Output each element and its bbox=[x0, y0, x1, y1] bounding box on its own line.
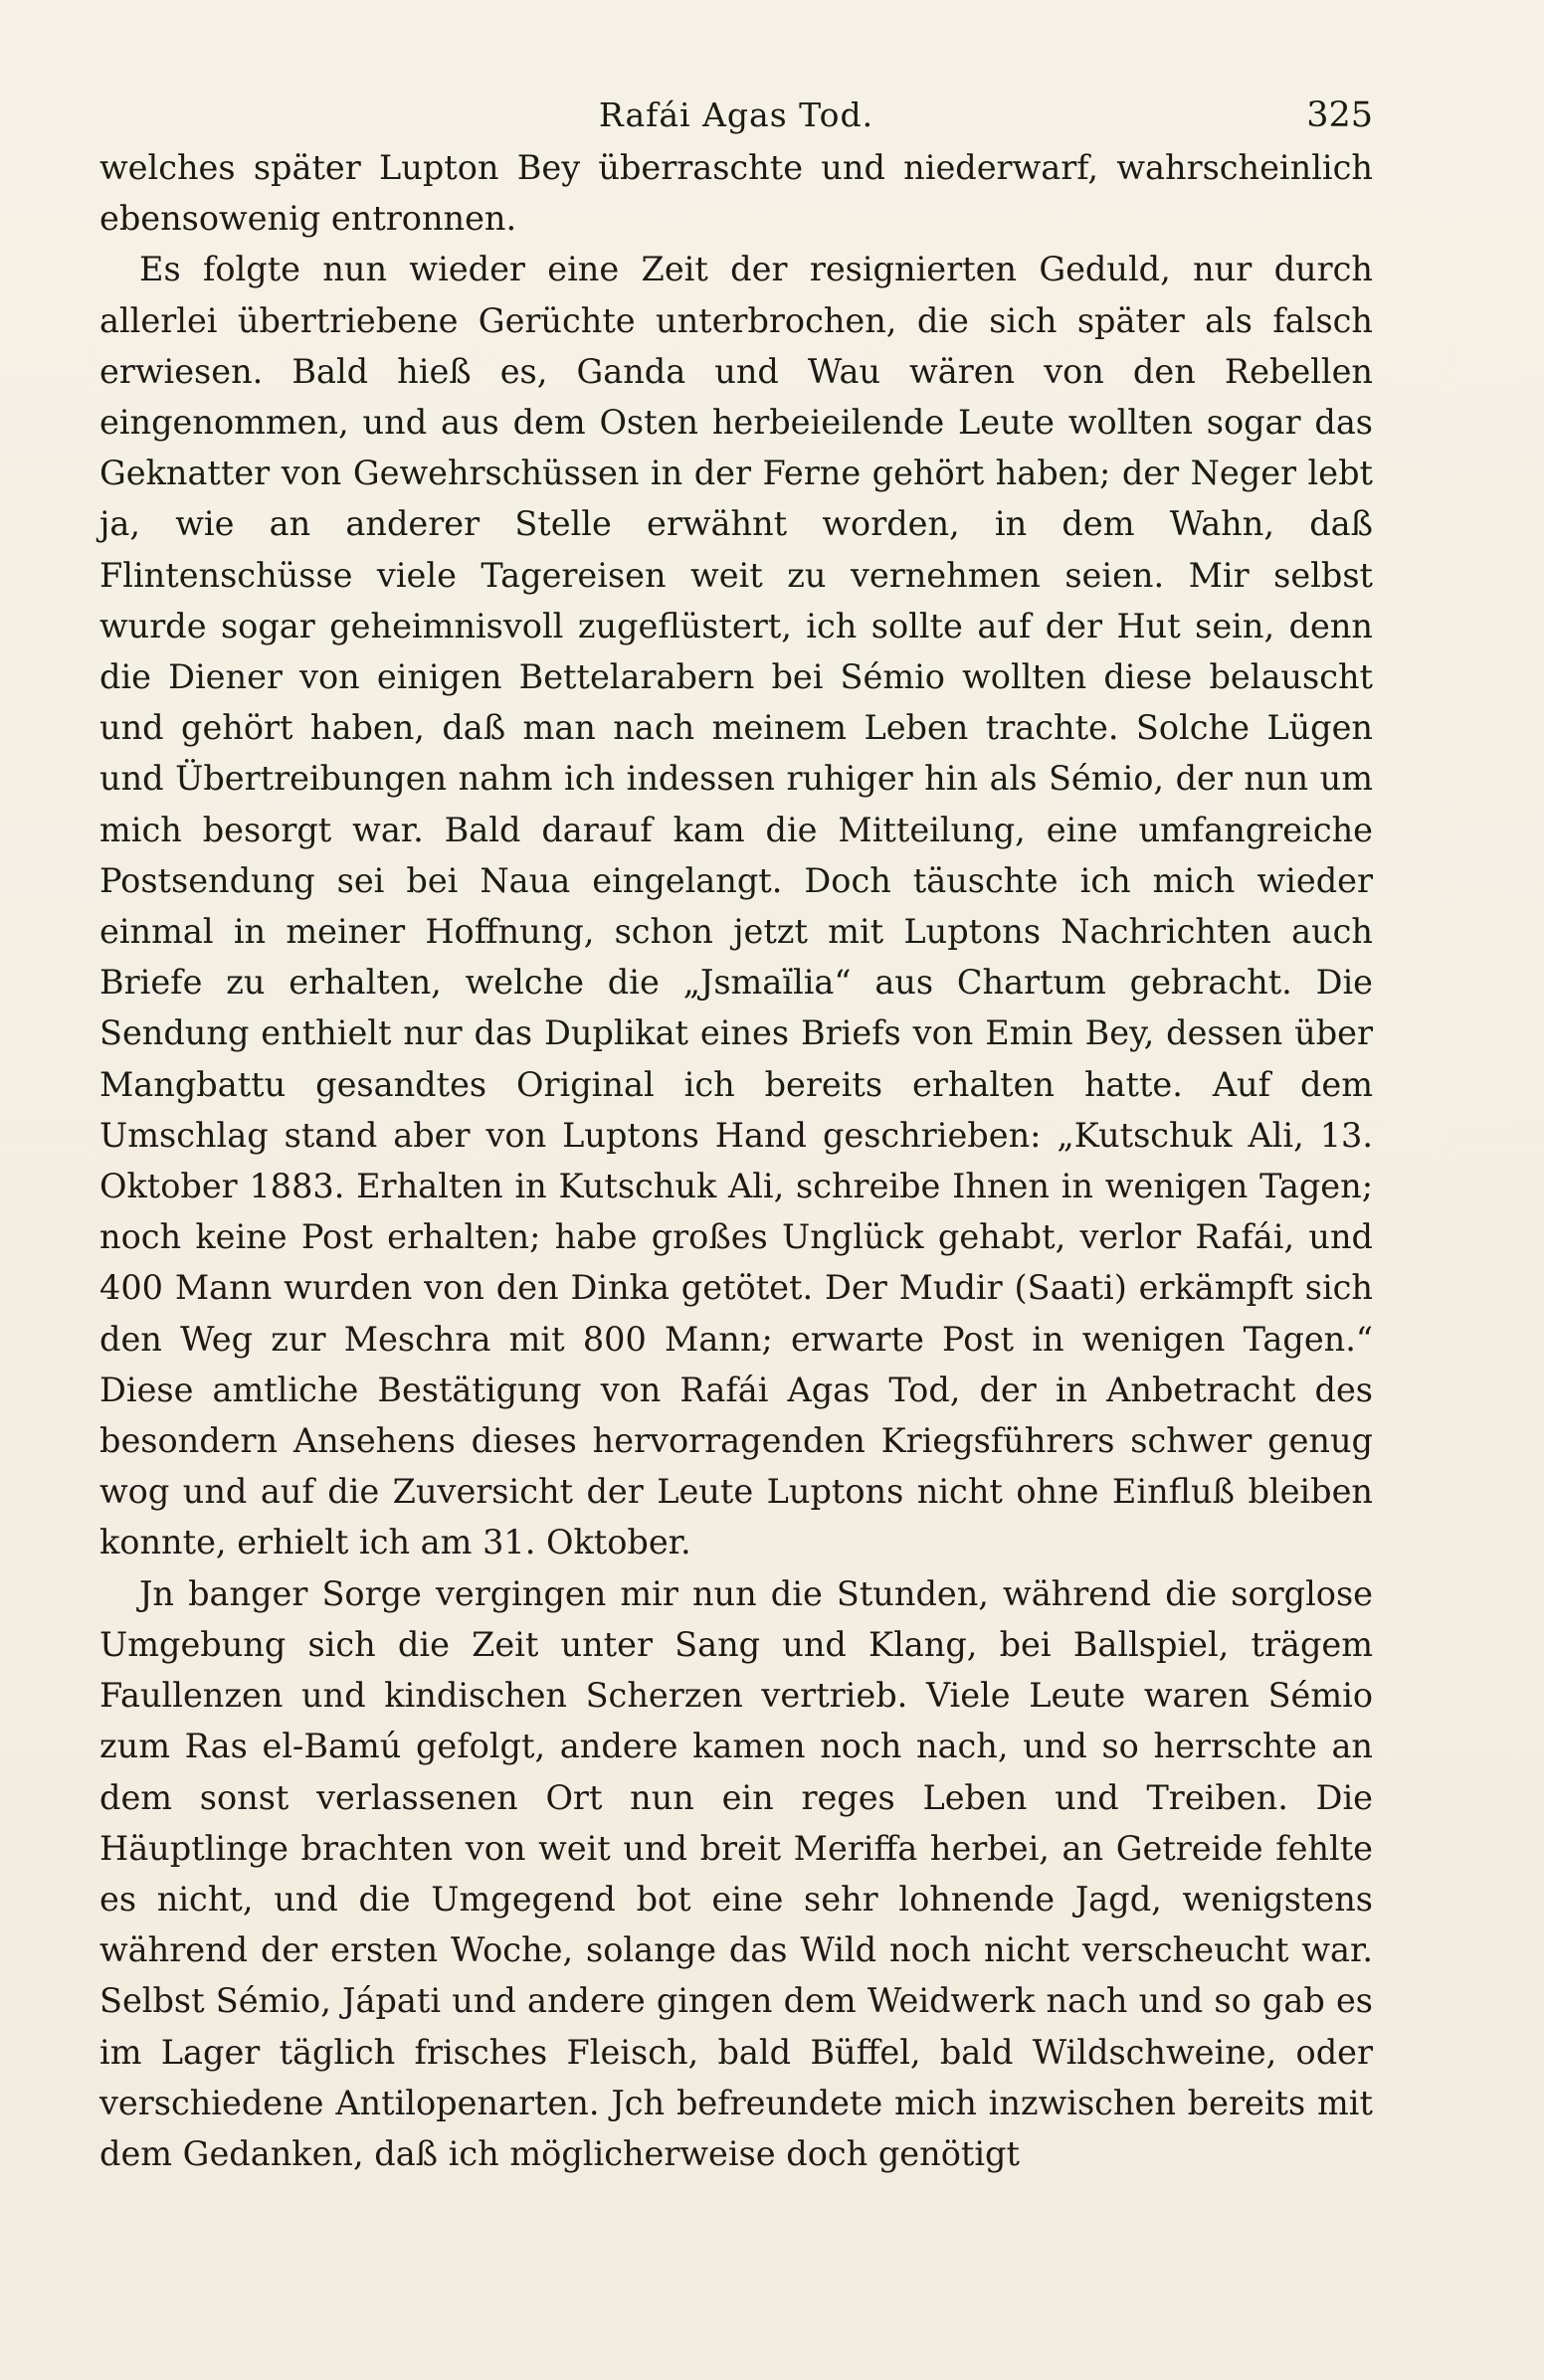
paragraph-rumors: Es folgte nun wieder eine Zeit der resignierten Geduld, nur durch allerlei übertriebene Gerüchte unterbrochen, die sich später als falsch erwiesen. Bald hieß es, Ganda und Wau wären von den Rebellen eingenommen, und aus dem Osten herbeieilende Leute wollten sogar das Geknatter von Gewehrschüssen in der Ferne gehört haben; der Neger lebt ja, wie an anderer Stelle erwähnt worden, in dem Wahn, daß Flintenschüsse viele Tagereisen weit zu vernehmen seien. Mir selbst wurde sogar geheimnisvoll zugeflüstert, ich sollte auf der Hut sein, denn die Diener von einigen Bettelarabern bei Sémio wollten diese belauscht und gehört haben, daß man nach meinem Leben trachte. Solche Lügen und Übertreibungen nahm ich indessen ruhiger hin als Sémio, der nun um mich besorgt war. Bald darauf kam die Mitteilung, eine umfangreiche Postsendung sei bei Naua eingelangt. Doch täuschte ich mich wieder einmal in meiner Hoffnung, schon jetzt mit Luptons Nachrichten auch Briefe zu erhalten, welche die „Jsmaïlia“ aus Chartum gebracht. Die Sendung enthielt nur das Duplikat eines Briefs von Emin Bey, dessen über Mangbattu gesandtes Original ich bereits erhalten hatte. Auf dem Umschlag stand aber von Luptons Hand geschrieben: „Kutschuk Ali, 13. Oktober 1883. Erhalten in Kutschuk Ali, schreibe Ihnen in wenigen Tagen; noch keine Post erhalten; habe großes Unglück gehabt, verlor Rafái, und 400 Mann wurden von den Dinka getötet. Der Mudir (Saati) erkämpft sich den Weg zur Meschra mit 800 Mann; erwarte Post in wenigen Tagen.“ Diese amtliche Bestätigung von Rafái Agas Tod, der in Anbetracht des besondern Ansehens dieses hervorragenden Kriegsführers schwer genug wog und auf die Zuversicht der Leute Luptons nicht ohne Einfluß bleiben konnte, erhielt ich am 31. Oktober. bbox=[99, 250, 1373, 1562]
paragraph-camp-life: Jn banger Sorge vergingen mir nun die Stunden, während die sorglose Umgebung sich die Zeit unter Sang und Klang, bei Ballspiel, trägem Faullenzen und kindischen Scherzen vertrieb. Viele Leute waren Sémio zum Ras el-Bamú gefolgt, andere kamen noch nach, und so herrschte an dem sonst verlassenen Ort nun ein reges Leben und Treiben. Die Häuptlinge brachten von weit und breit Meriffa herbei, an Getreide fehlte es nicht, und die Umgegend bot eine sehr lohnende Jagd, wenigstens während der ersten Woche, solange das Wild noch nicht verscheucht war. Selbst Sémio, Jápati und andere gingen dem Weidwerk nach und so gab es im Lager täglich frisches Fleisch, bald Büffel, bald Wildschweine, oder verschiedene Antilopenarten. Jch befreundete mich inzwischen bereits mit dem Gedanken, daß ich möglicherweise doch genötigt bbox=[99, 1573, 1373, 2173]
paragraph-continuation: welches später Lupton Bey überraschte und niederwarf, wahrscheinlich ebensowenig entronnen. bbox=[99, 148, 1373, 239]
body-text bbox=[99, 142, 1373, 2179]
page-number: 325 bbox=[1306, 95, 1373, 135]
running-title: Rafái Agas Tod. bbox=[598, 95, 874, 134]
running-head bbox=[99, 86, 1373, 145]
